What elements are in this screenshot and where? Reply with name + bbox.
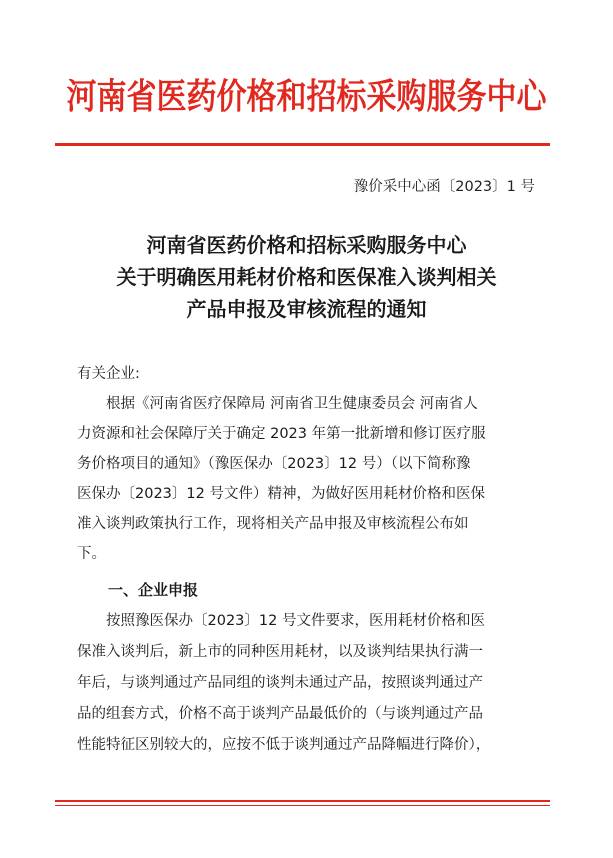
- body-line: 年后，与谈判通过产品同组的谈判未通过产品，按照谈判通过产: [77, 675, 483, 691]
- body-line: 下。: [77, 546, 106, 562]
- title-line-1: 河南省医药价格和招标采购服务中心: [146, 233, 467, 257]
- body-line: 保准入谈判后，新上市的同种医用耗材，以及谈判结果执行满一: [77, 644, 483, 660]
- body-line: 性能特征区别较大的，应按不低于谈判通过产品降幅进行降价），: [77, 737, 491, 753]
- footer-red-rule-thin: [55, 805, 550, 806]
- salutation: 有关企业:: [77, 366, 140, 382]
- section-heading: 一、企业申报: [108, 581, 199, 599]
- body-line: 品的组套方式，价格不高于谈判产品最低价的（与谈判通过产品: [77, 706, 483, 722]
- body-line: 根据《河南省医疗保障局 河南省卫生健康委员会 河南省人: [77, 396, 478, 412]
- document-number: 豫价采中心函〔2023〕1 号: [353, 179, 535, 195]
- body-line: 务价格项目的通知》（豫医保办〔2023〕12 号）（以下简称豫: [77, 456, 471, 472]
- letterhead-red-rule: [55, 143, 550, 146]
- body-line: 力资源和社会保障厅关于确定 2023 年第一批新增和修订医疗服: [77, 426, 486, 442]
- body-line: 医保办〔2023〕12 号文件）精神，为做好医用耗材价格和医保: [77, 486, 485, 502]
- body-line: 按照豫医保办〔2023〕12 号文件要求，医用耗材价格和医: [77, 613, 485, 629]
- title-line-2: 关于明确医用耗材价格和医保准入谈判相关: [116, 265, 497, 289]
- title-line-3: 产品申报及审核流程的通知: [186, 297, 427, 321]
- footer-red-rule: [55, 800, 550, 802]
- letterhead-org-name: 河南省医药价格和招标采购服务中心: [66, 76, 547, 119]
- body-line: 准入谈判政策执行工作，现将相关产品申报及审核流程公布如: [77, 516, 469, 532]
